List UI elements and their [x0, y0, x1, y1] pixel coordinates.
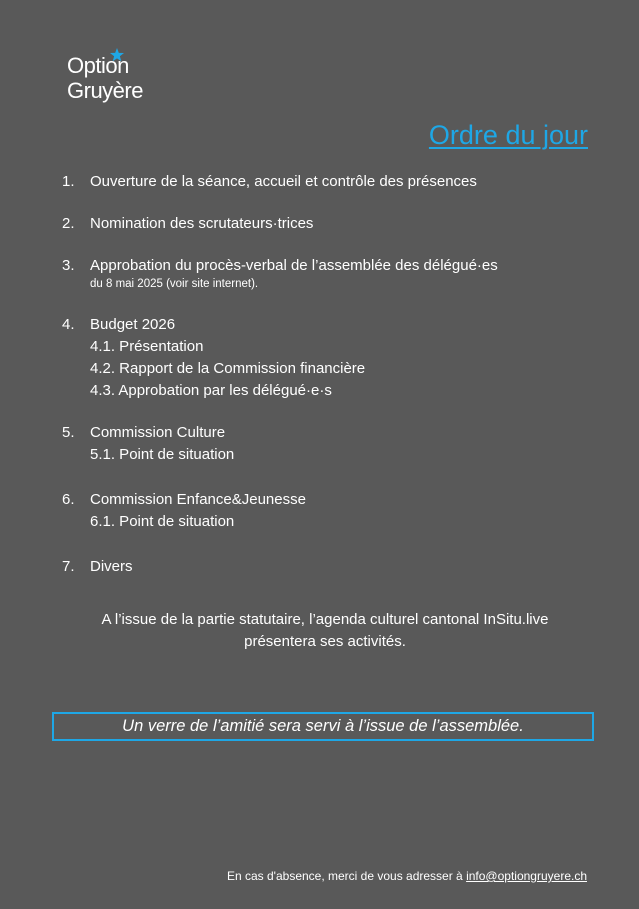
agenda-item-number: 6. — [62, 491, 75, 508]
agenda-item-text: Approbation du procès-verbal de l’assemblée des délégué·es — [90, 257, 498, 274]
footer-contact — [227, 869, 587, 883]
agenda-item-number: 2. — [62, 215, 75, 232]
info-line-1: A l’issue de la partie statutaire, l’agenda culturel cantonal InSitu.live — [101, 611, 549, 628]
agenda-item-note: du 8 mai 2025 (voir site internet). — [90, 278, 259, 290]
agenda-item-text: Nomination des scrutateurs·trices — [90, 215, 314, 232]
footer-email-link[interactable]: info@optiongruyere.ch — [466, 869, 587, 883]
agenda-item-number: 4. — [62, 316, 75, 333]
info-paragraph — [40, 609, 610, 653]
agenda-item-number: 1. — [62, 173, 75, 190]
footer-text: En cas d'absence, merci de vous adresser à — [226, 869, 467, 883]
agenda-item-number: 3. — [62, 257, 75, 274]
agenda-subitem: 5.1. Point de situation — [90, 446, 235, 463]
info-line-2: présentera ses activités. — [244, 633, 406, 650]
agenda-subitem: 4.3. Approbation par les délégué·e·s — [90, 382, 332, 399]
reception-notice-text: Un verre de l’amitié sera servi à l’issue de l’assemblée. — [122, 717, 524, 735]
reception-notice-box — [52, 712, 594, 741]
option-gruyere-logo — [67, 50, 167, 105]
agenda-item-text: Budget 2026 — [90, 316, 176, 333]
agenda-item-number: 5. — [62, 424, 75, 441]
agenda-subitem: 4.1. Présentation — [90, 338, 204, 355]
logo-line-1: Option — [67, 53, 129, 78]
agenda-item-number: 7. — [62, 558, 75, 575]
agenda-subitem: 4.2. Rapport de la Commission financière — [90, 360, 366, 377]
logo-line-2: Gruyère — [67, 78, 143, 103]
agenda-subitem: 6.1. Point de situation — [90, 513, 235, 530]
agenda-item-text: Ouverture de la séance, accueil et contrôle des présences — [90, 173, 477, 190]
agenda-item-text: Commission Culture — [90, 424, 226, 441]
agenda-item-text: Commission Enfance&Jeunesse — [90, 491, 306, 508]
page-title: Ordre du jour — [428, 120, 588, 150]
agenda-item-text: Divers — [90, 558, 133, 575]
